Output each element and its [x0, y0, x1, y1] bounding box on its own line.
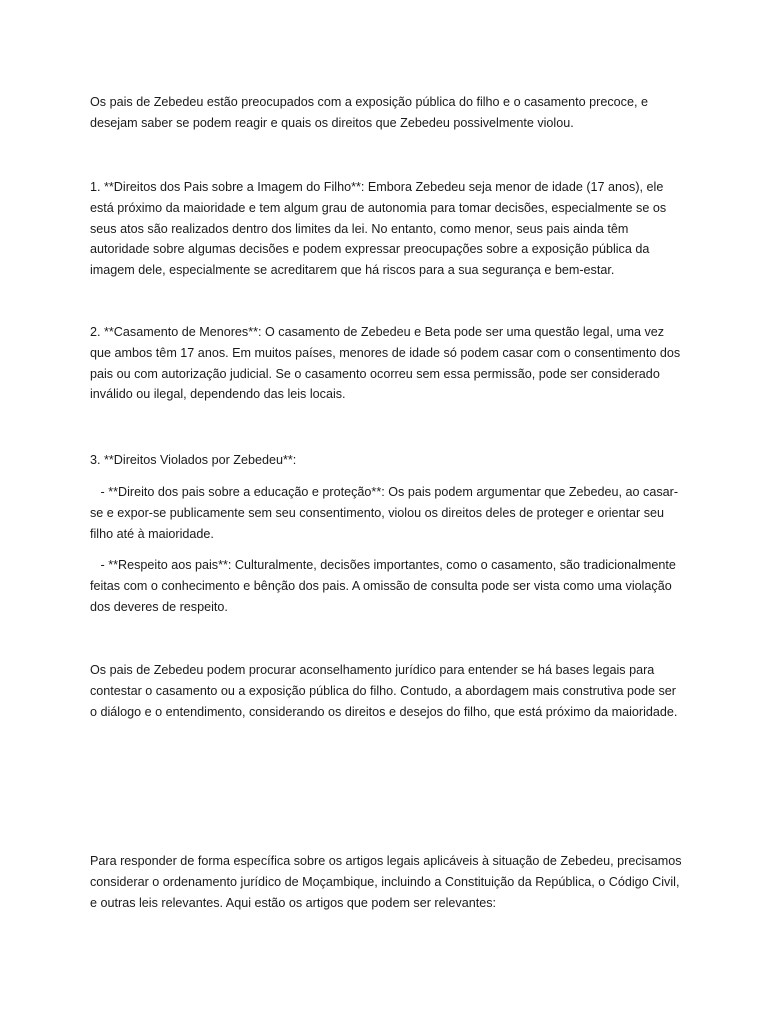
paragraph-conclusion: Os pais de Zebedeu podem procurar aconselhamento jurídico para entender se há bases legais para contestar o casamento ou a exposição pública do filho. Contudo, a abordagem mais construtiva pode ser o diálogo e o entendimento, considerando os direitos e desejos do filho, que está próximo da maioridade. [90, 663, 678, 719]
paragraph-intro: Os pais de Zebedeu estão preocupados com a exposição pública do filho e o casamento precoce, e desejam saber se podem reagir e quais os direitos que Zebedeu possivelmente violou. [90, 95, 648, 130]
paragraph-legal-articles-intro: Para responder de forma específica sobre os artigos legais aplicáveis à situação de Zebedeu, precisamos considerar o ordenamento jurídico de Moçambique, incluindo a Constituição da República, o Código Civil, e outras leis relevantes. Aqui estão os artigos que podem ser relevantes: [90, 854, 682, 910]
paragraph-item-2: 2. **Casamento de Menores**: O casamento de Zebedeu e Beta pode ser uma questão legal, uma vez que ambos têm 17 anos. Em muitos países, menores de idade só podem casar com o consentimento dos pais ou com autorização judicial. Se o casamento ocorreu sem essa permissão, pode ser considerado inválido ou ilegal, dependendo das leis locais. [90, 325, 681, 402]
paragraph-item-3-heading: 3. **Direitos Violados por Zebedeu**: [90, 453, 297, 467]
paragraph-subitem-respect: - **Respeito aos pais**: Culturalmente, decisões importantes, como o casamento, são tradicionalmente feitas com o conhecimento e bênção dos pais. A omissão de consulta pode ser vista como uma violação dos deveres de respeito. [90, 558, 680, 614]
paragraph-subitem-education: - **Direito dos pais sobre a educação e proteção**: Os pais podem argumentar que Zebedeu, ao casar-se e expor-se publicamente sem seu consentimento, violou os direitos deles de proteger e orientar seu filho até à maioridade. [90, 485, 679, 541]
paragraph-item-1: 1. **Direitos dos Pais sobre a Imagem do Filho**: Embora Zebedeu seja menor de idade (17 anos), ele está próximo da maioridade e tem algum grau de autonomia para tomar decisões, especialmente se os seus atos são realizados dentro dos limites da lei. No entanto, como menor, seus pais ainda têm autoridade sobre algumas decisões e podem expressar preocupações sobre a exposição pública da imagem dele, especialmente se acreditarem que há riscos para a sua segurança e bem-estar. [90, 180, 667, 278]
